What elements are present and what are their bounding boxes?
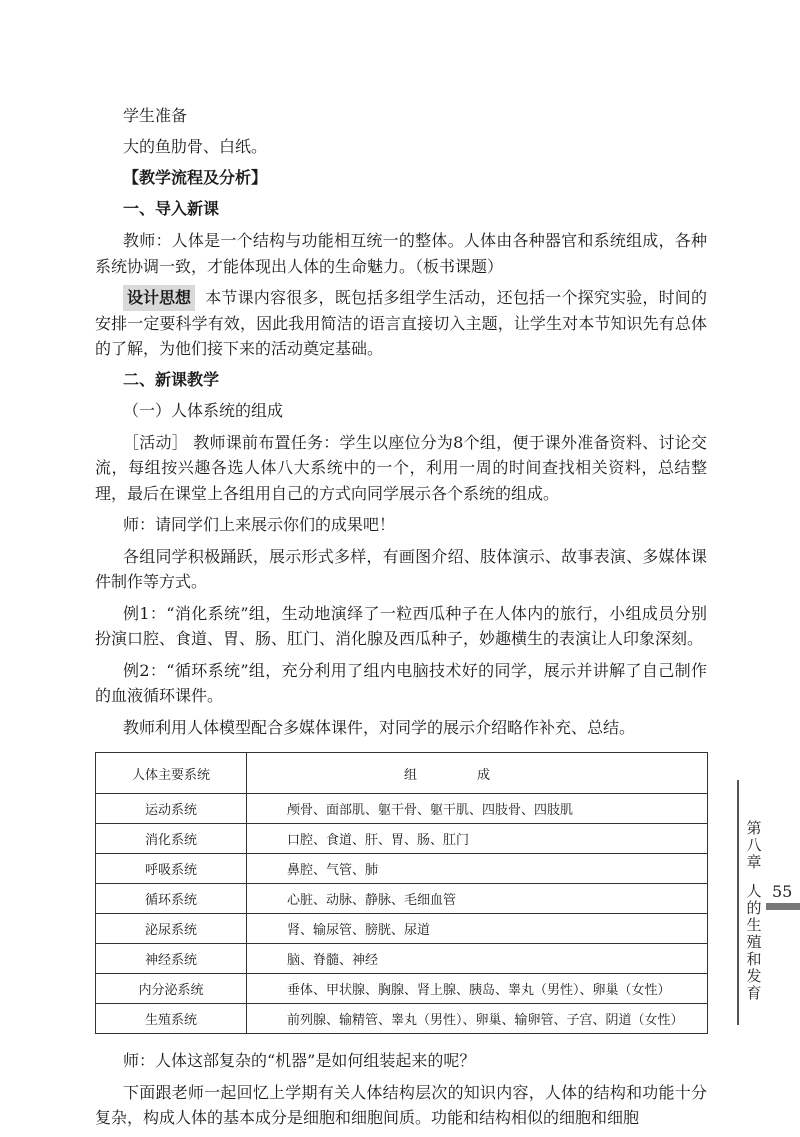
table-row bbox=[96, 854, 708, 884]
page-content bbox=[95, 104, 707, 1137]
table-header-composition: 组成 bbox=[247, 753, 708, 794]
table-header-row bbox=[96, 753, 708, 794]
prep-materials: 大的鱼肋骨、白纸。 bbox=[123, 137, 268, 156]
design-tag: 设计思想 bbox=[123, 285, 195, 311]
example-2: 例2：“循环系统”组，充分利用了组内电脑技术好的同学，展示并讲解了自己制作的血液循环课件。 bbox=[95, 660, 707, 705]
table-cell-composition: 心脏、动脉、静脉、毛细血管 bbox=[247, 884, 708, 914]
teacher-call: 师：请同学们上来展示你们的成果吧！ bbox=[123, 515, 396, 534]
table-row bbox=[96, 974, 708, 1004]
table-cell-system: 泌尿系统 bbox=[96, 914, 247, 944]
table-cell-composition: 口腔、食道、肝、胃、肠、肛门 bbox=[247, 824, 708, 854]
table-cell-composition: 肾、输尿管、膀胱、尿道 bbox=[247, 914, 708, 944]
table-cell-composition: 鼻腔、气管、肺 bbox=[247, 854, 708, 884]
design-thought bbox=[95, 285, 707, 362]
design-text: 本节课内容很多，既包括多组学生活动，还包括一个探究实验，时间的安排一定要科学有效，因此我用简洁的语言直接切入主题，让学生对本节知识先有总体的了解，为他们接下来的活动奠定基础。 bbox=[95, 288, 707, 358]
table-cell-system: 神经系统 bbox=[96, 944, 247, 974]
sidebar-char: 发 bbox=[746, 967, 762, 985]
table-cell-system: 生殖系统 bbox=[96, 1004, 247, 1034]
closing-text: 下面跟老师一起回忆上学期有关人体结构层次的知识内容，人体的结构和功能十分复杂，构成人体的基本成分是细胞和细胞间质。功能和结构相似的细胞和细胞 bbox=[95, 1082, 707, 1127]
sidebar-char: 章 bbox=[746, 853, 762, 871]
teacher-intro: 教师：人体是一个结构与功能相互统一的整体。人体由各种器官和系统组成，各种系统协调一致，才能体现出人体的生命魅力。（板书课题） bbox=[95, 231, 707, 276]
groups-text: 各组同学积极踊跃，展示形式多样，有画图介绍、肢体演示、故事表演、多媒体课件制作等方式。 bbox=[95, 546, 707, 591]
sidebar-char: 殖 bbox=[746, 933, 762, 951]
sidebar-char: 和 bbox=[746, 950, 762, 968]
closing-question: 师：人体这部复杂的“机器”是如何组装起来的呢？ bbox=[123, 1051, 476, 1070]
section1-title: 一、导入新课 bbox=[123, 199, 220, 218]
chapter-sidebar bbox=[746, 820, 762, 1002]
sidebar-rule bbox=[737, 780, 739, 1025]
table-cell-composition: 前列腺、输精管、睾丸（男性）、卵巢、输卵管、子宫、阴道（女性） bbox=[247, 1004, 708, 1034]
table-cell-system: 内分泌系统 bbox=[96, 974, 247, 1004]
sidebar-char: 育 bbox=[746, 984, 762, 1002]
teacher-summary: 教师利用人体模型配合多媒体课件，对同学的展示介绍略作补充、总结。 bbox=[123, 717, 636, 737]
chapter-label bbox=[746, 820, 762, 871]
sidebar-char: 的 bbox=[746, 899, 762, 917]
table-row bbox=[96, 884, 708, 914]
chapter-topic bbox=[746, 883, 762, 1002]
section2-title: 二、新课教学 bbox=[123, 369, 220, 389]
table-row bbox=[96, 1004, 708, 1034]
body-systems-table bbox=[95, 752, 708, 1034]
table-header-system: 人体主要系统 bbox=[96, 753, 247, 794]
activity-text: ［活动］ 教师课前布置任务：学生以座位分为8个组，便于课外准备资料、讨论交流，每组按兴趣各选人体八大系统中的一个，利用一周的时间查找相关资料，总结整理，最后在课堂上各组用自己的方式向同学展示各个系统的组成。 bbox=[95, 432, 707, 503]
table-cell-composition: 垂体、甲状腺、胸腺、肾上腺、胰岛、睾丸（男性）、卵巢（女性） bbox=[247, 974, 708, 1004]
prep-heading: 学生准备 bbox=[123, 106, 188, 125]
flow-title: 【教学流程及分析】 bbox=[123, 168, 268, 187]
table-row bbox=[96, 944, 708, 974]
table-cell-system: 呼吸系统 bbox=[96, 854, 247, 884]
page-number-bar bbox=[766, 903, 800, 910]
table-cell-system: 循环系统 bbox=[96, 884, 247, 914]
sidebar-char: 生 bbox=[746, 916, 762, 934]
table-cell-composition: 颅骨、面部肌、躯干骨、躯干肌、四肢骨、四肢肌 bbox=[247, 794, 708, 824]
table-cell-system: 消化系统 bbox=[96, 824, 247, 854]
table-row bbox=[96, 794, 708, 824]
example-1: 例1：“消化系统”组，生动地演绎了一粒西瓜种子在人体内的旅行，小组成员分别扮演口腔、食道、胃、肠、肛门、消化腺及西瓜种子，妙趣横生的表演让人印象深刻。 bbox=[95, 603, 707, 648]
section2-subtitle: （一）人体系统的组成 bbox=[123, 400, 284, 420]
sidebar-char: 人 bbox=[746, 882, 762, 900]
page-number: 55 bbox=[772, 882, 793, 901]
table-row bbox=[96, 914, 708, 944]
sidebar-char: 八 bbox=[746, 836, 762, 854]
table-row bbox=[96, 824, 708, 854]
sidebar-char: 第 bbox=[746, 819, 762, 837]
table-cell-composition: 脑、脊髓、神经 bbox=[247, 944, 708, 974]
table-cell-system: 运动系统 bbox=[96, 794, 247, 824]
